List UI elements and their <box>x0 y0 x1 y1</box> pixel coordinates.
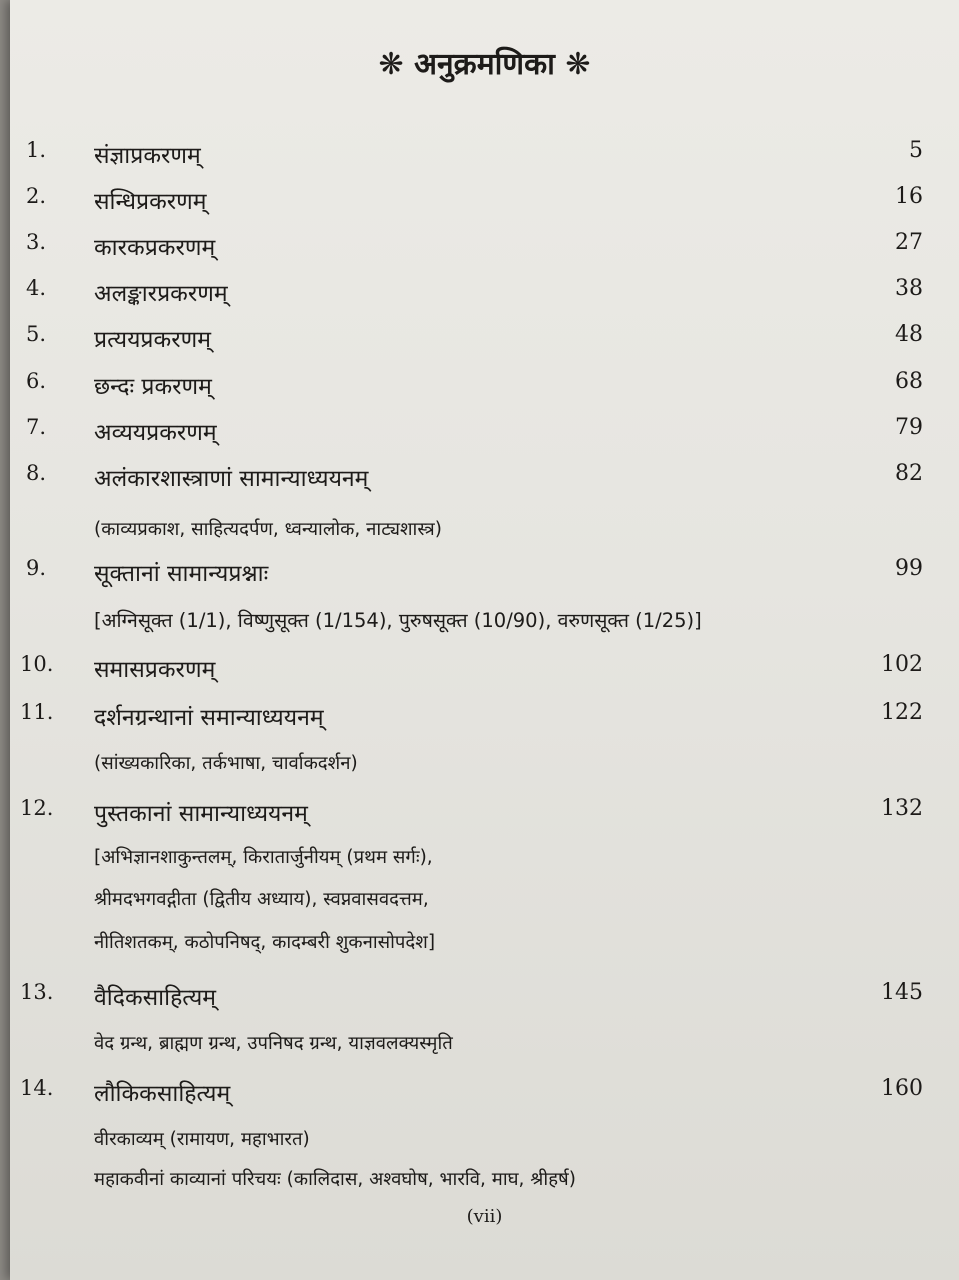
entry-page: 48 <box>895 322 923 347</box>
entry-page: 38 <box>895 276 923 301</box>
entry-title: वैदिकसाहित्यम् <box>94 985 217 1011</box>
entry-title: कारकप्रकरणम् <box>94 235 216 261</box>
toc-entry <box>10 322 959 362</box>
entry-subtitle: श्रीमदभगवद्गीता (द्वितीय अध्याय), स्वप्नवासवदत्तम, <box>94 889 429 910</box>
entry-number: 2. <box>26 184 47 208</box>
entry-page: 16 <box>895 184 923 209</box>
entry-title: प्रत्ययप्रकरणम् <box>94 327 211 353</box>
entry-subtitle: नीतिशतकम्, कठोपनिषद्, कादम्बरी शुकनासोपदेश] <box>94 932 436 953</box>
entry-subtitle: वेद ग्रन्थ, ब्राह्मण ग्रन्थ, उपनिषद ग्रन्थ, याज्ञवलक्यस्मृति <box>94 1033 453 1054</box>
entry-title: पुस्तकानां सामान्याध्ययनम् <box>94 801 308 827</box>
entry-number: 6. <box>26 369 47 393</box>
entry-title: संज्ञाप्रकरणम् <box>94 143 201 169</box>
toc-entry <box>10 369 959 409</box>
entry-page: 102 <box>881 652 923 677</box>
entry-page: 82 <box>895 461 923 486</box>
toc-entry <box>10 796 959 836</box>
entry-page: 145 <box>881 980 923 1005</box>
toc-entry <box>10 415 959 455</box>
entry-page: 79 <box>895 415 923 440</box>
toc-entry <box>10 556 959 596</box>
entry-number: 11. <box>20 700 54 724</box>
toc-entry <box>10 980 959 1020</box>
entry-number: 13. <box>20 980 54 1004</box>
entry-number: 12. <box>20 796 54 820</box>
entry-subtitle: [अभिज्ञानशाकुन्तलम्, किरातार्जुनीयम् (प्रथम सर्गः), <box>94 847 433 868</box>
entry-page: 27 <box>895 230 923 255</box>
toc-entry <box>10 230 959 270</box>
entry-title: सन्धिप्रकरणम् <box>94 189 207 215</box>
entry-number: 10. <box>20 652 54 676</box>
entry-number: 5. <box>26 322 47 346</box>
entry-number: 7. <box>26 415 47 439</box>
entry-number: 9. <box>26 556 47 580</box>
entry-number: 4. <box>26 276 47 300</box>
entry-page: 132 <box>881 796 923 821</box>
entry-page: 99 <box>895 556 923 581</box>
entry-title: सूक्तानां सामान्यप्रश्नाः <box>94 561 269 587</box>
page-number-footer: (vii) <box>466 1206 503 1227</box>
entry-number: 8. <box>26 461 47 485</box>
entry-title: छन्दः प्रकरणम् <box>94 374 212 400</box>
entry-subtitle: महाकवीनां काव्यानां परिचयः (कालिदास, अश्वघोष, भारवि, माघ, श्रीहर्ष) <box>94 1169 576 1190</box>
toc-entry <box>10 138 959 178</box>
entry-page: 68 <box>895 369 923 394</box>
entry-subtitle: (सांख्यकारिका, तर्कभाषा, चार्वाकदर्शन) <box>94 753 358 774</box>
toc-entry <box>10 1076 959 1116</box>
toc-entry <box>10 276 959 316</box>
entry-subtitle: (काव्यप्रकाश, साहित्यदर्पण, ध्वन्यालोक, नाट्यशास्त्र) <box>94 519 442 540</box>
toc-entry <box>10 700 959 740</box>
entry-title: समासप्रकरणम् <box>94 657 216 683</box>
entry-page: 122 <box>881 700 923 725</box>
entry-title: दर्शनग्रन्थानां समान्याध्ययनम् <box>94 705 324 731</box>
entry-title: अलंकारशास्त्राणां सामान्याध्ययनम् <box>94 466 369 492</box>
entry-title: लौकिकसाहित्यम् <box>94 1081 231 1107</box>
toc-entry <box>10 461 959 501</box>
entry-subtitle: वीरकाव्यम् (रामायण, महाभारत) <box>94 1129 310 1150</box>
toc-entry <box>10 652 959 692</box>
entry-number: 1. <box>26 138 47 162</box>
entry-number: 14. <box>20 1076 54 1100</box>
entry-number: 3. <box>26 230 47 254</box>
entry-title: अव्ययप्रकरणम् <box>94 420 217 446</box>
entry-page: 5 <box>909 138 923 163</box>
page-title: ❋ अनुक्रमणिका ❋ <box>378 47 591 82</box>
toc-entry <box>10 184 959 224</box>
entry-title: अलङ्कारप्रकरणम् <box>94 281 228 307</box>
entry-page: 160 <box>881 1076 923 1101</box>
entry-subtitle: [अग्निसूक्त (1/1), विष्णुसूक्त (1/154), पुरुषसूक्त (10/90), वरुणसूक्त (1/25)] <box>94 609 702 632</box>
book-page <box>10 0 959 1280</box>
